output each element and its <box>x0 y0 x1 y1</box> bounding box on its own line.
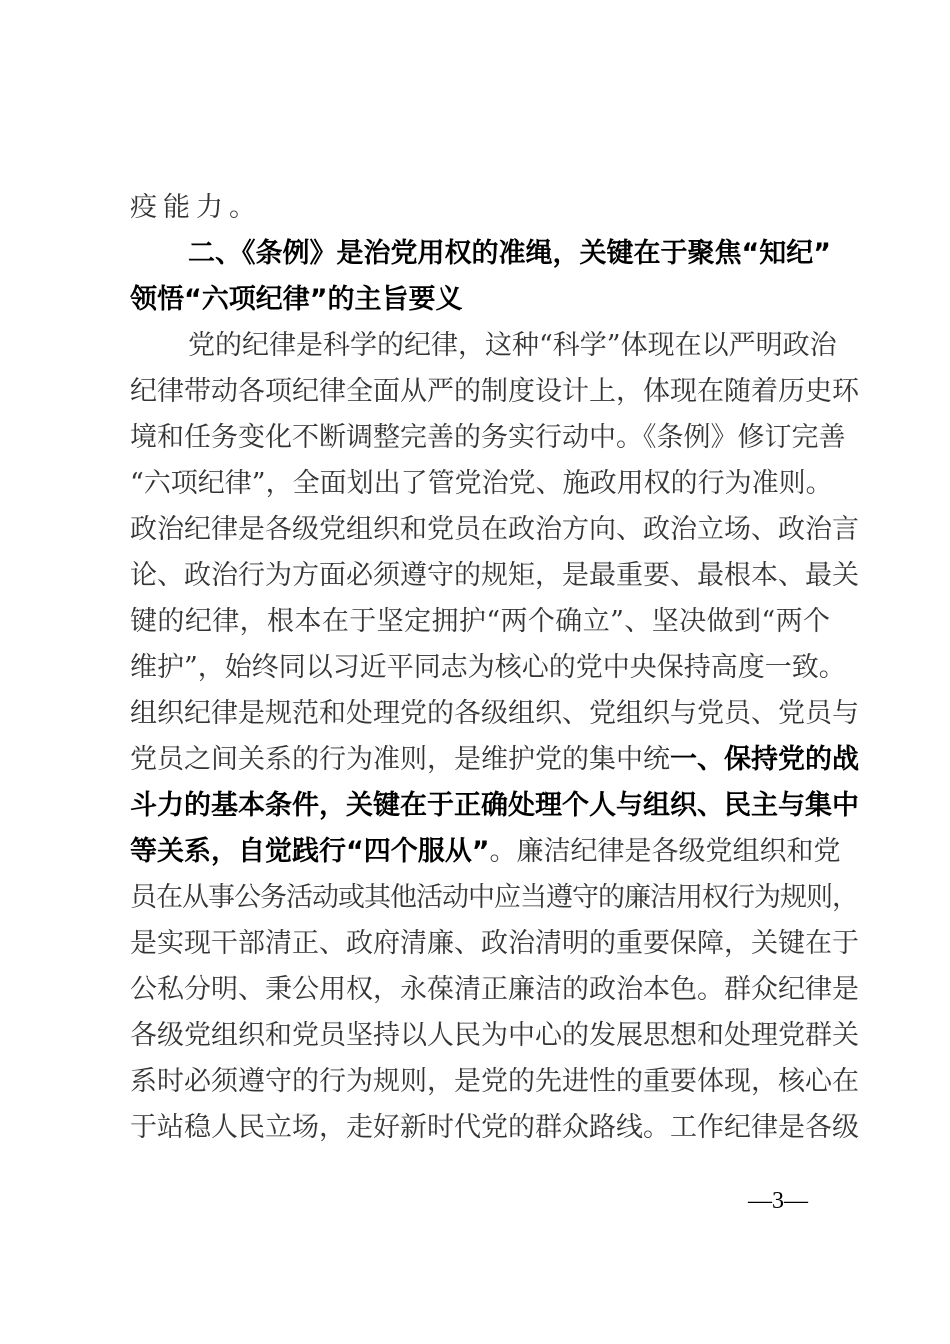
section-heading-line: 二、《条例》是治党用权的准绳，关键在于聚焦“知纪” <box>188 238 831 269</box>
paragraph-line: “六项纪律”，全面划出了管党治党、施政用权的行为准则。 <box>130 468 833 499</box>
paragraph-line: 维护”，始终同以习近平同志为核心的党中央保持高度一致。 <box>130 652 846 683</box>
bold-text: 等关系，自觉践行“四个服从” <box>130 836 490 867</box>
paragraph-line: 于站稳人民立场，走好新时代党的群众路线。工作纪律是各级 <box>130 1112 859 1143</box>
page-number: —3— <box>748 1188 808 1214</box>
normal-text: 。廉洁纪律是各级党组织和党 <box>489 836 841 867</box>
document-body <box>130 185 859 1151</box>
paragraph-line: 组织纪律是规范和处理党的各级组织、党组织与党员、党员与 <box>130 698 859 729</box>
paragraph-line: 员在从事公务活动或其他活动中应当遵守的廉洁用权行为规则， <box>130 882 858 913</box>
section-heading-line: 领悟“六项纪律”的主旨要义 <box>130 284 463 315</box>
paragraph-line: 公私分明、秉公用权，永葆清正廉洁的政治本色。群众纪律是 <box>130 974 859 1005</box>
paragraph-line: 境和任务变化不断调整完善的务实行动中。《条例》修订完善 <box>130 422 846 453</box>
bold-text: 一、保持党的战 <box>670 744 859 775</box>
paragraph-line <box>130 737 859 783</box>
normal-text: 党员之间关系的行为准则，是维护党的集中统 <box>130 744 670 775</box>
paragraph-line: 疫能力。 <box>130 192 262 223</box>
paragraph-line: 政治纪律是各级党组织和党员在政治方向、政治立场、政治言 <box>130 514 859 545</box>
paragraph-line: 键的纪律，根本在于坚定拥护“两个确立”、坚决做到“两个 <box>130 606 830 637</box>
paragraph-line: 系时必须遵守的行为规则，是党的先进性的重要体现，核心在 <box>130 1066 859 1097</box>
paragraph-line: 论、政治行为方面必须遵守的规矩，是最重要、最根本、最关 <box>130 560 859 591</box>
paragraph-line: 是实现干部清正、政府清廉、政治清明的重要保障，关键在于 <box>130 928 859 959</box>
paragraph-line <box>130 829 841 875</box>
paragraph-line-bold: 斗力的基本条件，关键在于正确处理个人与组织、民主与集中 <box>130 790 859 821</box>
paragraph-line: 党的纪律是科学的纪律，这种“科学”体现在以严明政治 <box>188 330 837 361</box>
paragraph-line: 纪律带动各项纪律全面从严的制度设计上，体现在随着历史环 <box>130 376 859 407</box>
paragraph-line: 各级党组织和党员坚持以人民为中心的发展思想和处理党群关 <box>130 1020 859 1051</box>
